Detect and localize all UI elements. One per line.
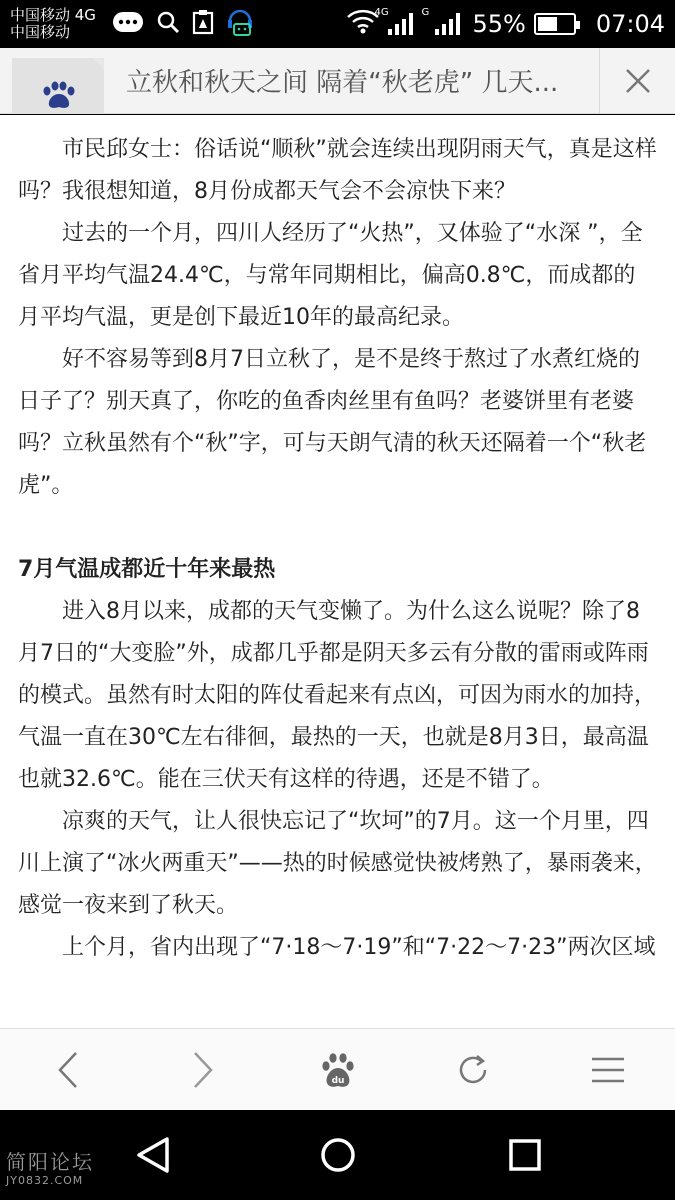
article-paragraph: 进入8月以来，成都的天气变懒了。为什么这么说呢？除了8月7日的“大变脸”外，成都几乎都是阴天多云有分散的雷雨或阵雨的模式。虽然有时太阳的阵仗看起来有点凶，可因为雨水的加持，气温一直在30℃左右徘徊，最热的一天，也就是8月3日，最高温也就32.6℃。能在三伏天有这样的待遇，还是不错了。 — [18, 599, 657, 792]
refresh-icon — [455, 1052, 491, 1088]
signal-sim1-icon — [374, 7, 413, 35]
search-icon — [156, 10, 180, 38]
system-nav-bar — [0, 1110, 675, 1200]
chat-bot-icon — [226, 7, 254, 41]
clock: 07:04 — [595, 10, 665, 38]
sim1-label: 4G — [374, 7, 389, 18]
nav-home-button[interactable] — [313, 1132, 363, 1178]
nav-back-button[interactable] — [128, 1132, 178, 1178]
notification-icons — [112, 8, 254, 40]
carrier-info — [10, 7, 96, 41]
forward-button[interactable] — [163, 1035, 243, 1105]
close-button[interactable] — [599, 48, 675, 114]
carrier-2: 中国移动 — [10, 23, 71, 41]
article-paragraph: 上个月，省内出现了“7·18～7·19”和“7·22～7·23”两次区域 — [62, 935, 656, 960]
battery-icon — [534, 13, 576, 35]
battery-fill — [538, 17, 557, 31]
browser-toolbar — [0, 1028, 675, 1110]
status-right — [346, 6, 665, 42]
chevron-left-icon — [56, 1051, 80, 1089]
article-body — [0, 115, 675, 969]
triangle-back-icon — [135, 1135, 171, 1175]
article-paragraph: 好不容易等到8月7日立秋了，是不是终于熬过了水煮红烧的日子了？别天真了，你吃的鱼香肉丝里有鱼吗？老婆饼里有老婆吗？立秋虽然有个“秋”字，可与天朗气清的秋天还隔着一个“秋老虎”。 — [18, 347, 647, 498]
chevron-right-icon — [191, 1051, 215, 1089]
square-recents-icon — [508, 1138, 542, 1172]
signal-sim2-icon — [421, 7, 460, 35]
back-button[interactable] — [28, 1035, 108, 1105]
article-section-heading: 7月气温成都近十年来最热 — [18, 557, 276, 582]
watermark-domain: JY0832.COM — [6, 1174, 84, 1187]
article-content[interactable] — [0, 115, 675, 1028]
baidu-paw-icon — [318, 1050, 358, 1090]
battery-percent: 55% — [472, 10, 526, 38]
clipboard-icon — [192, 9, 214, 39]
sim2-label: G — [421, 7, 430, 18]
page-title[interactable]: 立秋和秋天之间 隔着“秋老虎” 几天... — [126, 68, 559, 98]
watermark-name: 简阳论坛 — [6, 1150, 94, 1174]
article-paragraph: 市民邱女士：俗话说“顺秋”就会连续出现阴雨天气，真是这样吗？我很想知道，8月份成都天气会不会凉快下来？ — [18, 137, 657, 204]
refresh-button[interactable] — [433, 1035, 513, 1105]
close-icon — [624, 67, 652, 95]
site-logo[interactable] — [12, 58, 104, 114]
message-icon — [112, 10, 144, 38]
forum-watermark — [6, 1150, 94, 1188]
carrier-1: 中国移动 4G — [10, 6, 96, 24]
article-paragraph: 过去的一个月，四川人经历了“火热”，又体验了“水深 ”，全省月平均气温24.4℃，与常年同期相比，偏高0.8℃，而成都的月平均气温，更是创下最近10年的最高纪录。 — [18, 221, 643, 330]
nav-recents-button[interactable] — [500, 1132, 550, 1178]
hamburger-menu-icon — [591, 1056, 625, 1084]
menu-button[interactable] — [568, 1035, 648, 1105]
baidu-home-button[interactable] — [298, 1035, 378, 1105]
title-bar — [0, 48, 675, 114]
status-bar — [0, 0, 675, 48]
baidu-logo-text: du — [331, 1075, 344, 1086]
circle-home-icon — [320, 1137, 356, 1173]
article-paragraph: 凉爽的天气，让人很快忘记了“坎坷”的7月。这一个月里，四川上演了“冰火两重天”——热的时候感觉快被烤熟了，暴雨袭来，感觉一夜来到了秋天。 — [18, 809, 657, 918]
